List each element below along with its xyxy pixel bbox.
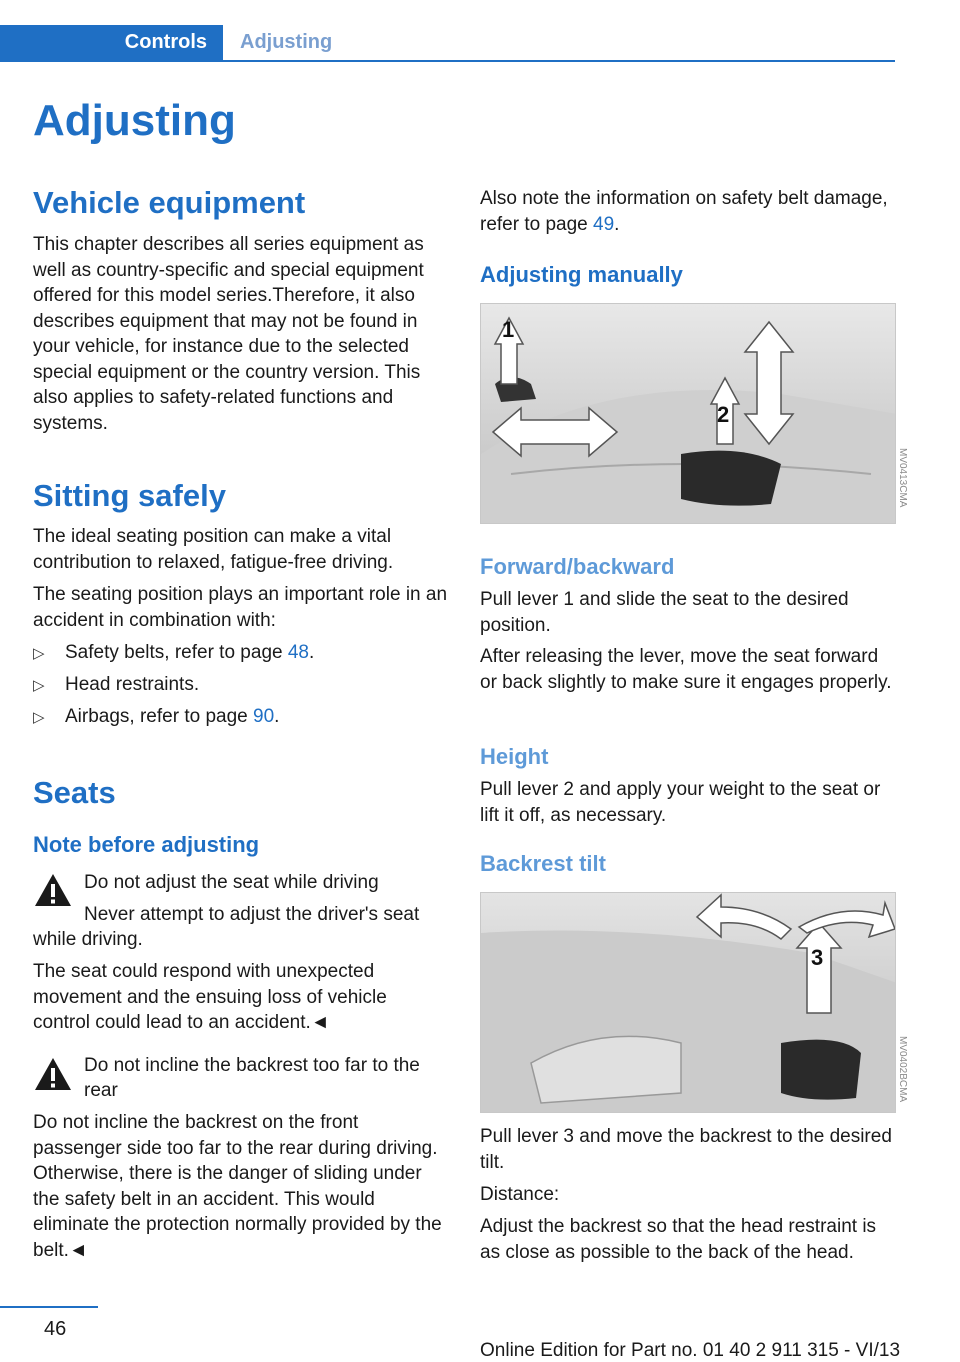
bullet-triangle-icon: ▷ — [33, 709, 45, 726]
warning1-body: The seat could respond with unexpected movement and the ensuing loss of vehicle control could lead to an accident.◄ — [33, 961, 387, 1033]
figure-label-2: 2 — [717, 402, 730, 427]
chapter-title: Adjusting — [33, 96, 236, 145]
bullet-triangle-icon: ▷ — [33, 677, 45, 694]
belt-note-text: Also note the information on safety belt damage, refer to page — [480, 188, 888, 235]
bullet-safety-belts — [33, 640, 314, 666]
heading-seats: Seats — [33, 775, 116, 810]
heading-sitting-safely: Sitting safely — [33, 478, 226, 513]
warning2-body: Do not incline the backrest on the front passenger side too far to the rear during driving. Otherwise, there is the danger of sliding under the safety belt in an accident. This would eliminate the protection normally provided by the belt.◄ — [33, 1112, 442, 1261]
backrest-distance-label: Distance: — [480, 1184, 560, 1205]
figure-label-3: 3 — [811, 945, 824, 970]
bullet-text: Safety belts, refer to page — [65, 642, 288, 663]
figure2-code: MV0402BCMA — [897, 1036, 908, 1103]
warning1-line3: while driving. — [33, 929, 143, 950]
page-link-48[interactable]: 48 — [287, 642, 309, 663]
figure-label-1: 1 — [502, 317, 515, 342]
heading-note-before-adjusting: Note before adjusting — [33, 832, 260, 857]
backrest-tilt-p3: Adjust the backrest so that the head restraint is as close as possible to the back of the head. — [480, 1216, 877, 1263]
online-edition-footer: Online Edition for Part no. 01 40 2 911 315 - VI/13 — [480, 1340, 901, 1361]
backrest-tilt-figure — [480, 892, 896, 1113]
heading-vehicle-equipment: Vehicle equipment — [33, 185, 306, 220]
heading-backrest-tilt: Backrest tilt — [480, 851, 606, 876]
warning2-line2: rear — [84, 1080, 118, 1101]
vehicle-equipment-body: This chapter describes all series equipment as well as country-specific and special equipment offered for this model series.Therefore, it also describes equipment that may not be found in your vehicle, for instance due to the selected special equipment or the country version. This also applies to safety-related functions and systems. — [33, 234, 424, 434]
seat-adjustment-figure — [480, 303, 896, 524]
sitting-safely-p1: The ideal seating position can make a vital contribution to relaxed, fatigue-free driving. — [33, 526, 394, 573]
bullet-triangle-icon: ▷ — [33, 645, 45, 662]
warning2-title: Do not incline the backrest too far to the — [84, 1055, 420, 1076]
page-link-90[interactable]: 90 — [253, 706, 275, 727]
bullet-airbags — [33, 704, 279, 730]
tab-adjusting[interactable]: Adjusting — [240, 31, 333, 53]
footer-rule — [0, 1306, 98, 1308]
page-link-49[interactable]: 49 — [593, 213, 615, 235]
bullet-text: Head restraints. — [65, 674, 200, 695]
forward-backward-p2: After releasing the lever, move the seat forward or back slightly to make sure it engages properly. — [480, 646, 892, 693]
heading-adjusting-manually: Adjusting manually — [480, 262, 683, 287]
warning1-line2: Never attempt to adjust the driver's seat — [84, 904, 420, 925]
bullet-end: . — [274, 706, 280, 727]
figure1-code: MV0413CMA — [897, 448, 908, 508]
heading-height: Height — [480, 744, 549, 769]
sitting-safely-p2: The seating position plays an important role in an accident in combination with: — [33, 584, 448, 631]
page-number: 46 — [44, 1318, 67, 1340]
lever-3-handle — [781, 1040, 861, 1100]
warning-triangle-icon — [33, 872, 73, 908]
belt-note-end: . — [614, 213, 620, 235]
forward-backward-p1: Pull lever 1 and slide the seat to the desired position. — [480, 589, 849, 636]
header-rule — [0, 60, 895, 62]
backrest-tilt-p1: Pull lever 3 and move the backrest to the desired tilt. — [480, 1126, 892, 1173]
tab-controls[interactable]: Controls — [0, 25, 223, 60]
warning-triangle-icon — [33, 1056, 73, 1092]
heading-forward-backward: Forward/backward — [480, 554, 675, 579]
bullet-head-restraints — [33, 672, 199, 698]
bullet-end: . — [309, 642, 315, 663]
lever-2-handle — [681, 451, 781, 506]
bullet-text: Airbags, refer to page — [65, 706, 253, 727]
belt-damage-note — [480, 186, 896, 237]
warning1-title: Do not adjust the seat while driving — [84, 872, 379, 893]
header-bar — [0, 25, 895, 62]
height-p1: Pull lever 2 and apply your weight to the seat or lift it off, as necessary. — [480, 779, 881, 826]
